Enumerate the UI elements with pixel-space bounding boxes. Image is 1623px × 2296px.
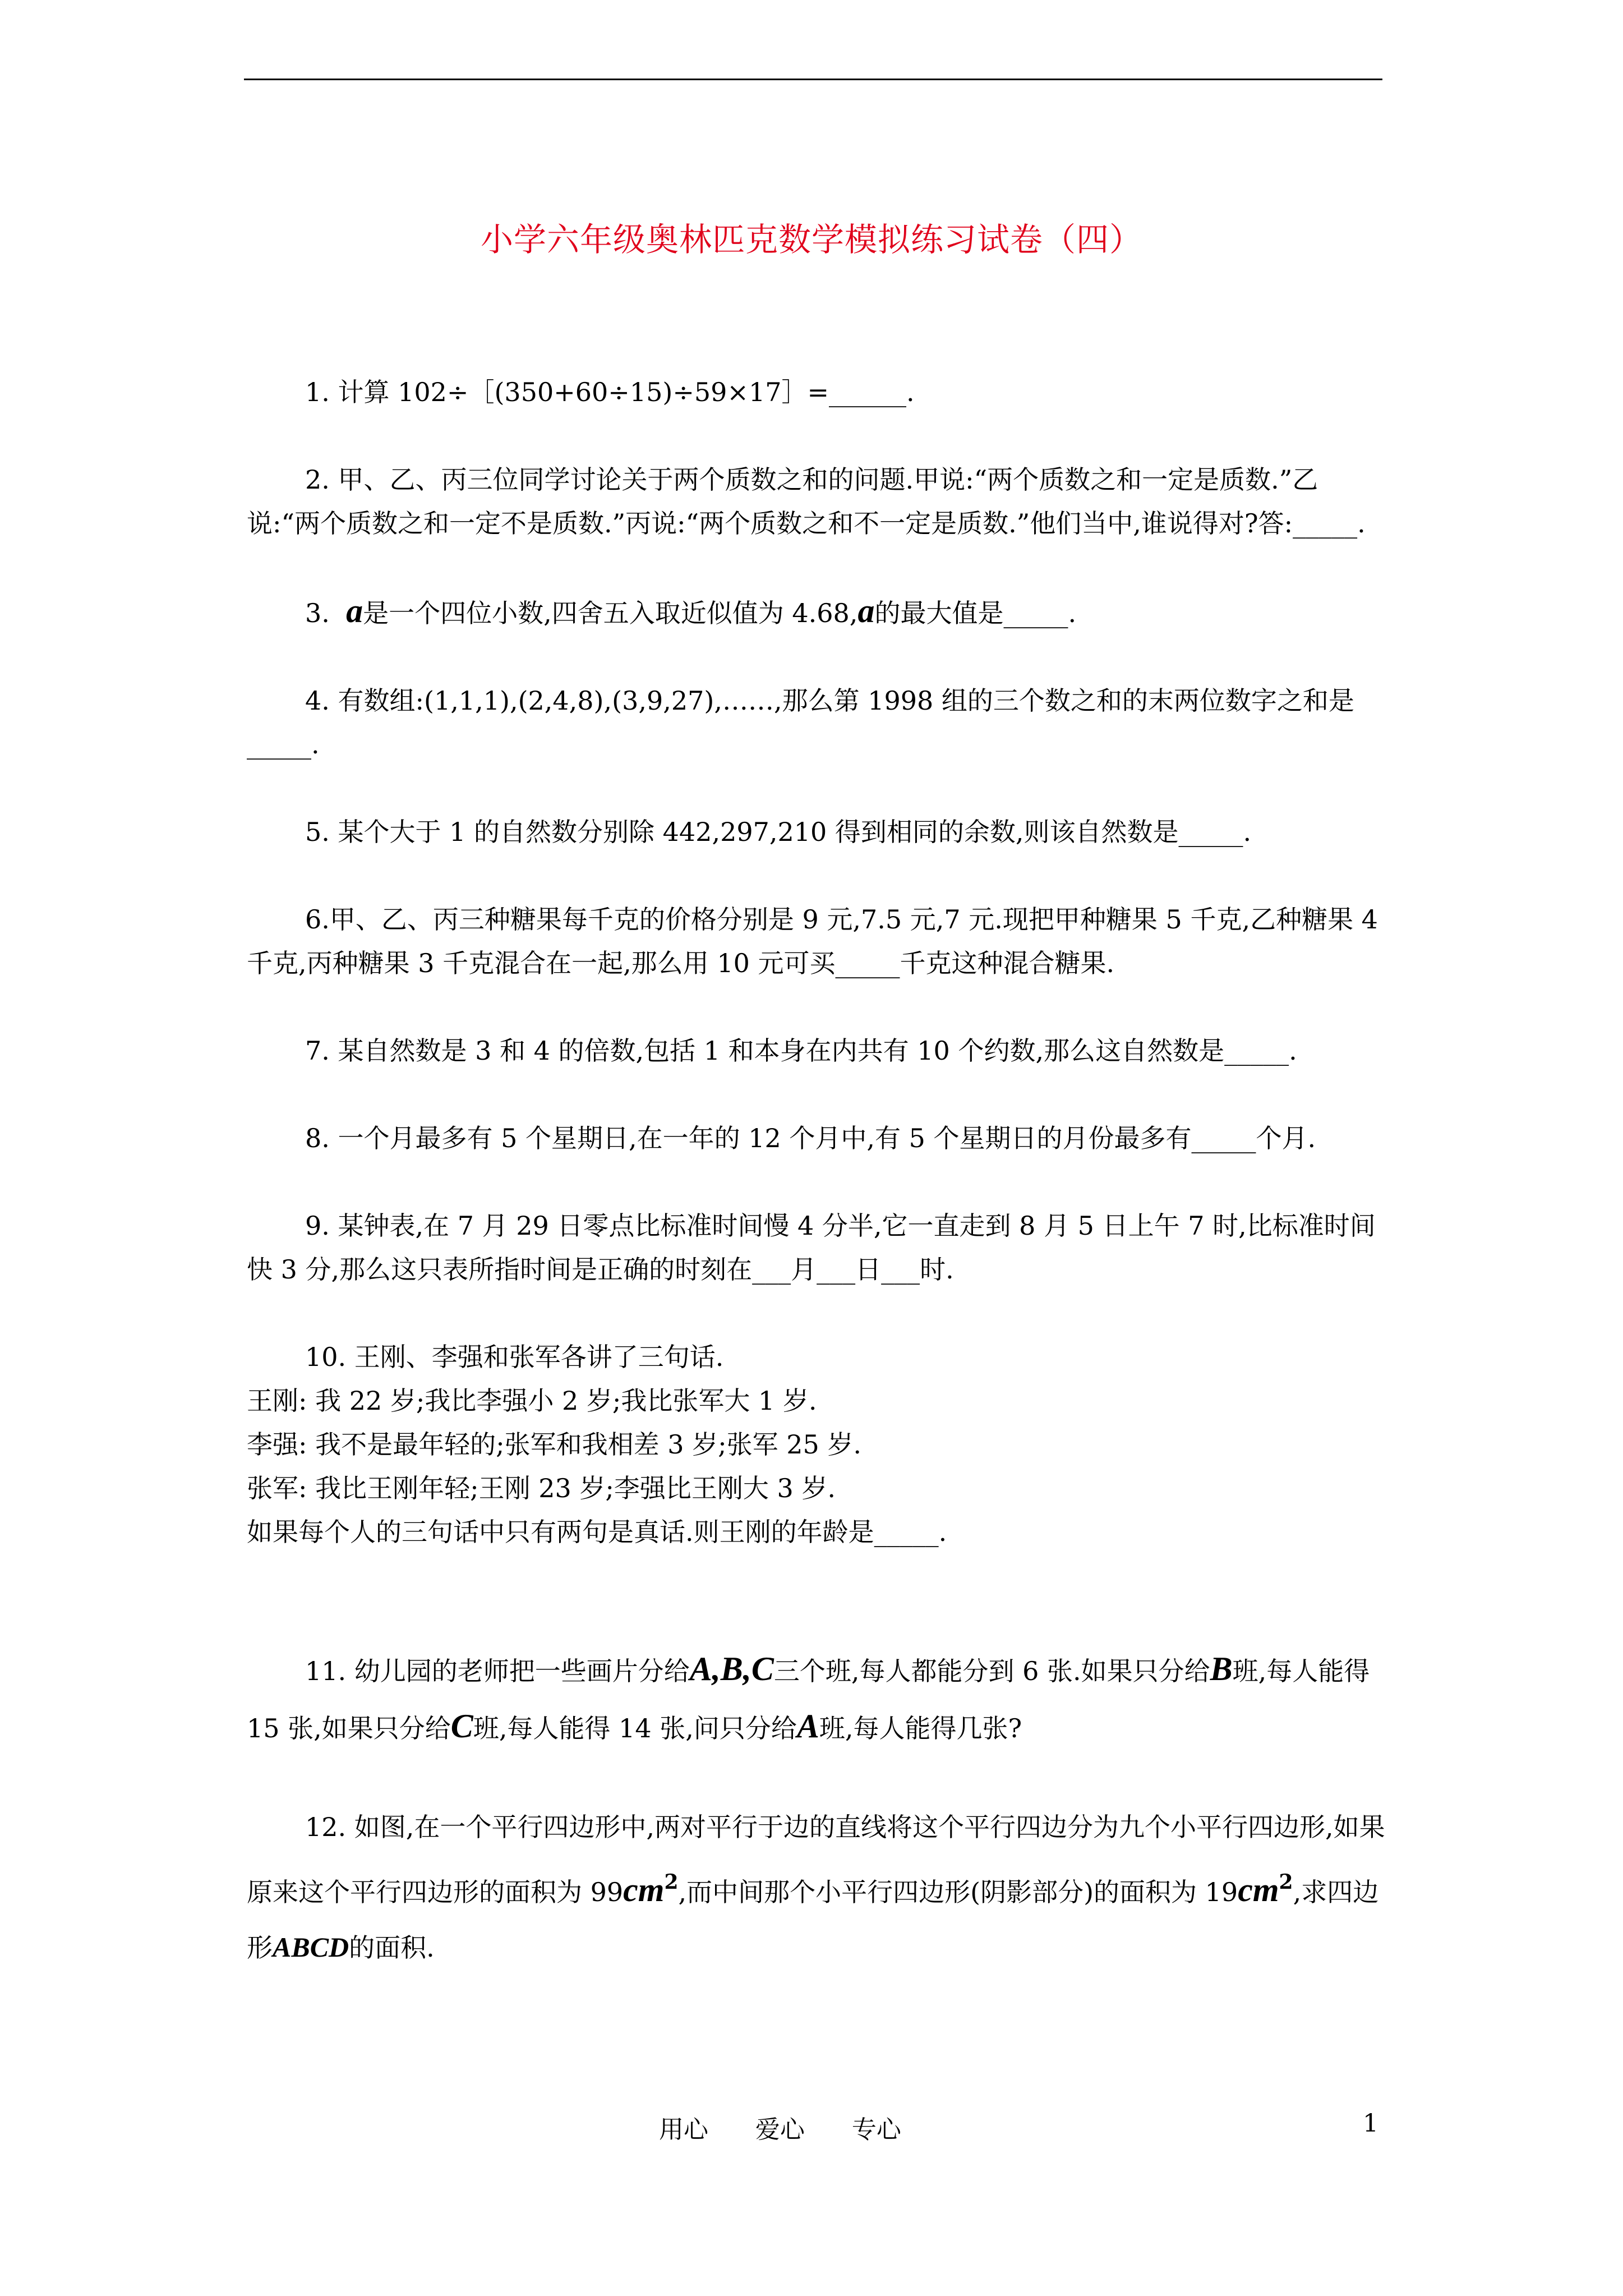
header-rule [244, 79, 1382, 80]
question-9: 9. 某钟表,在 7 月 29 日零点比标准时间慢 4 分半,它一直走到 8 月 5 日上午 7 时,比标准时间快 3 分,那么这只表所指时间是正确的时刻在___月___日___时. [247, 1211, 1376, 1285]
question-10-line: 如果每个人的三句话中只有两句是真话.则王刚的年龄是_____. [247, 1517, 947, 1547]
question-3-num: 3. [305, 598, 330, 628]
question-10-line: 李强: 我不是最年轻的;张军和我相差 3 岁;张军 25 岁. [247, 1429, 862, 1460]
question-12-text: 的面积. [349, 1932, 435, 1963]
question-11-text: 三个班,每人都能分到 6 张.如果只分给 [773, 1656, 1210, 1686]
question-12 [247, 1800, 1385, 1975]
question-4: 4. 有数组:(1,1,1),(2,4,8),(3,9,27),……,那么第 1998 组的三个数之和的末两位数字之和是_____. [247, 685, 1354, 760]
variable-b: B [1210, 1650, 1233, 1687]
question-7: 7. 某自然数是 3 和 4 的倍数,包括 1 和本身在内共有 10 个约数,那么这自然数是_____. [305, 1036, 1297, 1066]
question-11 [247, 1641, 1385, 1756]
unit-cm: cm [1238, 1871, 1279, 1908]
question-12-text: ,求四边形 [247, 1877, 1379, 1963]
variable-abc: A,B,C [689, 1650, 774, 1687]
page-title: 小学六年级奥林匹克数学模拟练习试卷（四） [480, 220, 1142, 259]
page-number: 1 [1363, 2109, 1378, 2138]
unit-superscript: 2 [1279, 1870, 1293, 1894]
variable-a: a [346, 592, 363, 629]
question-1: 1. 计算 102÷［(350+60÷15)÷59×17］=______. [305, 377, 915, 407]
question-11-text: 班,每人能得 15 张,如果只分给 [247, 1656, 1370, 1743]
variable-a: A [796, 1708, 819, 1745]
question-11-text: 11. 幼儿园的老师把一些画片分给 [305, 1656, 690, 1686]
variable-abcd: ABCD [273, 1931, 349, 1963]
question-8: 8. 一个月最多有 5 个星期日,在一年的 12 个月中,有 5 个星期日的月份最多有_____个月. [305, 1123, 1316, 1153]
question-10: 10. 王刚、李强和张军各讲了三句话. [305, 1342, 724, 1372]
question-12-text: 12. 如图,在一个平行四边形中,两对平行于边的直线将这个平行四边分为九个小平行四边形,如果原来这个平行四边形的面积为 99 [247, 1812, 1385, 1907]
question-2: 2. 甲、乙、丙三位同学讨论关于两个质数之和的问题.甲说:“两个质数之和一定是质数.”乙说:“两个质数之和一定不是质数.”丙说:“两个质数之和不一定是质数.”他们当中,谁说得对?答:_____. [247, 464, 1366, 539]
unit-cm: cm [623, 1871, 665, 1908]
unit-superscript: 2 [664, 1870, 679, 1894]
question-10-line: 张军: 我比王刚年轻;王刚 23 岁;李强比王刚大 3 岁. [247, 1473, 836, 1503]
question-3-text-end: 的最大值是_____. [874, 598, 1077, 628]
question-6: 6.甲、乙、丙三种糖果每千克的价格分别是 9 元,7.5 元,7 元.现把甲种糖果 5 千克,乙种糖果 4 千克,丙种糖果 3 千克混合在一起,那么用 10 元可买_____千克这种混合糖果. [247, 904, 1378, 978]
question-11-text: 班,每人能得几张? [819, 1713, 1022, 1743]
question-12-text: ,而中间那个小平行四边形(阴影部分)的面积为 19 [678, 1877, 1238, 1907]
question-list [247, 370, 1385, 1975]
variable-a: a [857, 592, 875, 629]
question-11-text: 班,每人能得 14 张,问只分给 [473, 1713, 797, 1743]
question-5: 5. 某个大于 1 的自然数分别除 442,297,210 得到相同的余数,则该自然数是_____. [305, 817, 1252, 847]
question-10-line: 王刚: 我 22 岁;我比李强小 2 岁;我比张军大 1 岁. [247, 1386, 817, 1416]
variable-c: C [450, 1708, 473, 1745]
question-3 [247, 589, 1385, 635]
footer-slogan: 用心 爱心 专心 [659, 2115, 901, 2144]
question-3-text: 是一个四位小数,四舍五入取近似值为 4.68, [363, 598, 858, 628]
